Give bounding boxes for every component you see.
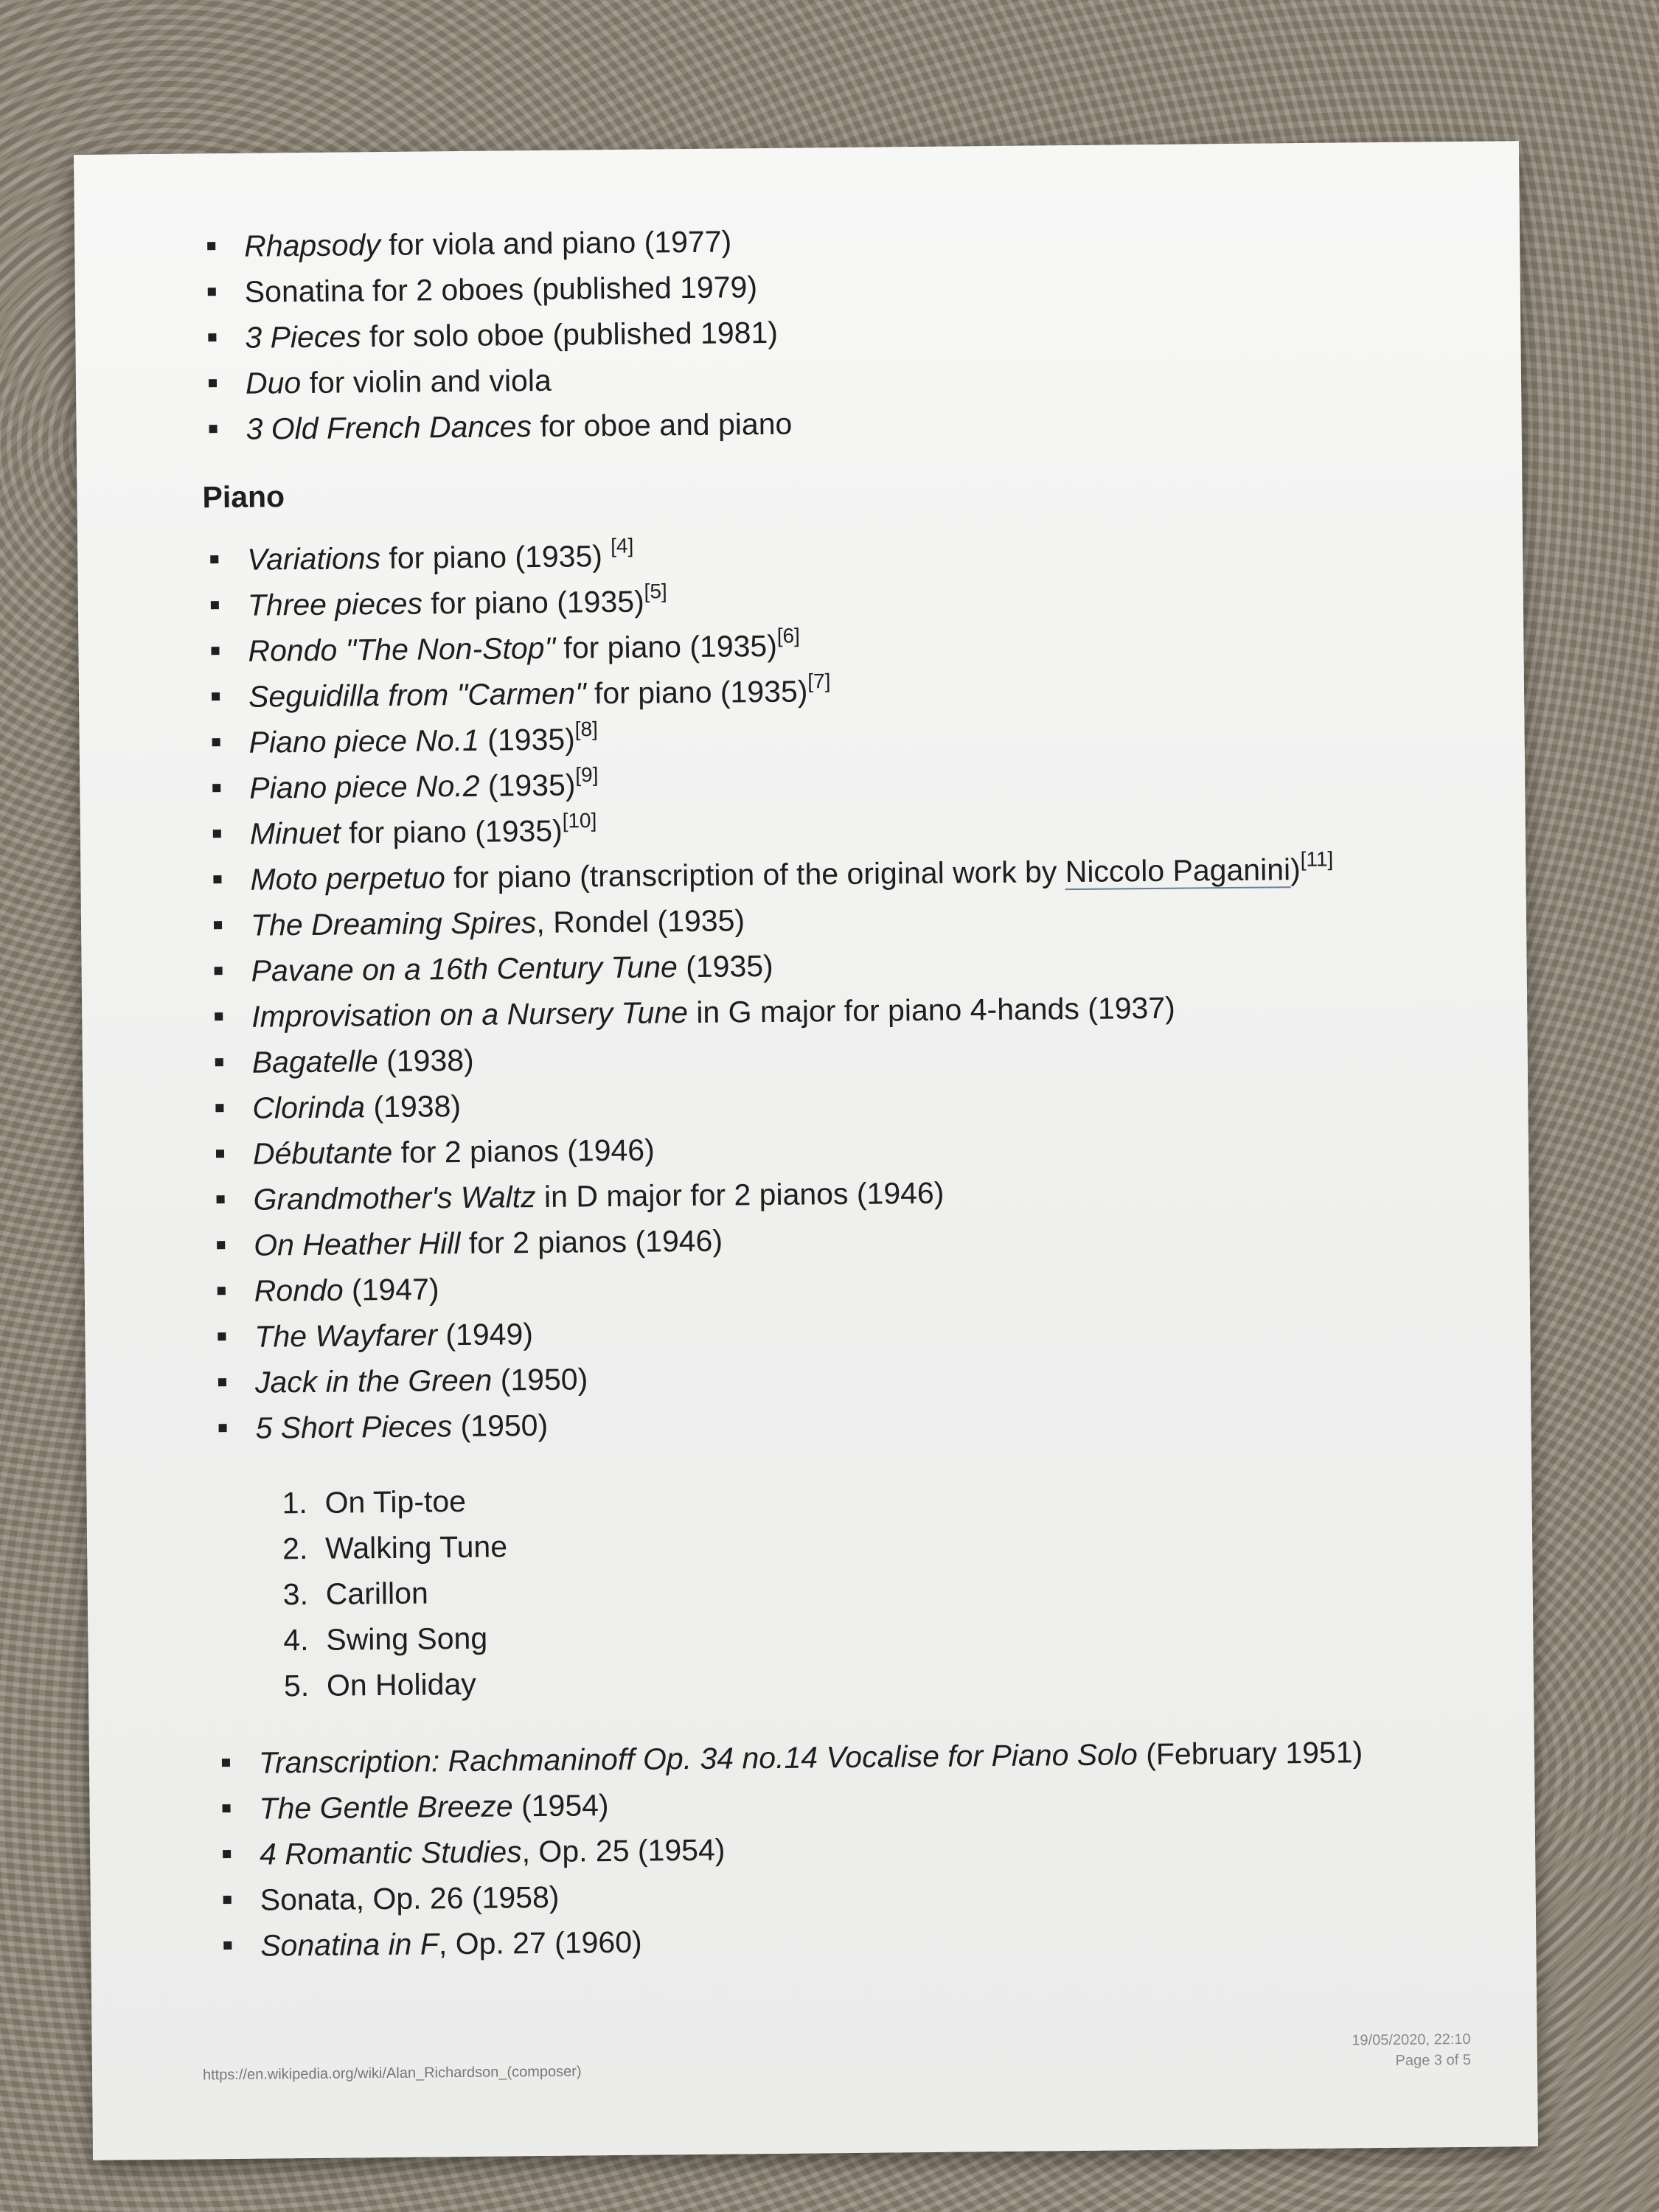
bullet-icon <box>211 601 219 609</box>
bullet-icon <box>211 647 219 655</box>
citation-link[interactable]: [9] <box>575 763 599 787</box>
bullet-icon <box>213 830 221 838</box>
paganini-link[interactable]: Niccolo Paganini <box>1065 852 1291 889</box>
bullet-icon <box>215 1012 223 1020</box>
bullet-icon <box>216 1150 224 1158</box>
bullet-icon <box>212 692 220 700</box>
bullet-icon <box>215 1104 223 1112</box>
bullet-icon <box>217 1241 225 1249</box>
bullet-icon <box>222 1759 230 1767</box>
list-item: Seguidilla from "Carmen" for piano (1935)[7] <box>204 662 1473 720</box>
footer-print-info <box>1352 2029 1471 2072</box>
list-item: Piano piece No.1 (1935)[8] <box>204 708 1473 766</box>
list-item: Pavane on a 16th Century Tune (1935) <box>206 936 1475 995</box>
citation-link[interactable]: [10] <box>562 809 597 832</box>
list-item: Rondo "The Non-Stop" for piano (1935)[6] <box>204 616 1472 675</box>
list-item: Rondo (1947) <box>210 1256 1479 1315</box>
bullet-icon <box>208 333 216 341</box>
bullet-icon <box>218 1287 226 1295</box>
later-works-list <box>215 1728 1485 1969</box>
citation-link[interactable]: [6] <box>776 624 801 647</box>
bullet-icon <box>217 1195 225 1203</box>
list-item: Improvisation on a Nursery Tune in G major for piano 4-hands (1937) <box>207 982 1476 1040</box>
list-item: The Wayfarer (1949) <box>210 1302 1479 1360</box>
bullet-icon <box>214 921 222 929</box>
bullet-icon <box>215 1058 223 1066</box>
chamber-works-list <box>200 212 1470 452</box>
list-item: Transcription: Rachmaninoff Op. 34 no.14 Vocalise for Piano Solo (February 1951) <box>215 1728 1484 1787</box>
citation-link[interactable]: [11] <box>1300 847 1334 871</box>
bullet-icon <box>222 1804 230 1812</box>
page-content <box>200 212 1485 1969</box>
bullet-icon <box>210 555 218 563</box>
citation-link[interactable]: [4] <box>611 534 634 557</box>
footer-page-number: Page 3 of 5 <box>1395 2051 1471 2069</box>
bullet-icon <box>209 425 218 433</box>
list-item: The Dreaming Spires, Rondel (1935) <box>206 891 1475 949</box>
numbered-item: 3. Carillon <box>282 1576 428 1612</box>
list-item: Sonatina in F, Op. 27 (1960) <box>216 1911 1485 1969</box>
bullet-icon <box>208 288 216 296</box>
list-item: Débutante for 2 pianos (1946) <box>209 1119 1478 1178</box>
citation-link[interactable]: [7] <box>807 669 831 693</box>
printed-page <box>74 141 1538 2160</box>
numbered-item: 2. Walking Tune <box>282 1529 508 1566</box>
list-item: Clorinda (1938) <box>208 1074 1477 1132</box>
list-item: On Heather Hill for 2 pianos (1946) <box>209 1211 1478 1269</box>
bullet-icon <box>223 1896 232 1904</box>
list-item: The Gentle Breeze (1954) <box>215 1774 1484 1832</box>
bullet-icon <box>215 967 223 975</box>
bullet-icon <box>213 875 221 883</box>
list-item: Duo for violin and viola <box>201 349 1470 407</box>
section-heading-piano: Piano <box>202 479 285 515</box>
list-item: 3 Pieces for solo oboe (published 1981) <box>201 303 1470 361</box>
numbered-item: 5. On Holiday <box>283 1666 476 1703</box>
list-item: 5 Short Pieces (1950) <box>211 1394 1480 1452</box>
list-item: 3 Old French Dances for oboe and piano <box>201 394 1470 453</box>
citation-link[interactable]: [8] <box>574 717 598 741</box>
list-item: Sonata, Op. 26 (1958) <box>215 1865 1484 1924</box>
bullet-icon <box>223 1941 232 1950</box>
list-item: Moto perpetuo for piano (transcription of the original work by Niccolo Paganini)[11] <box>206 845 1475 903</box>
list-item: Piano piece No.2 (1935)[9] <box>205 754 1474 812</box>
bullet-icon <box>212 738 220 746</box>
bullet-icon <box>212 784 220 792</box>
bullet-icon <box>223 1850 231 1858</box>
footer-url: https://en.wikipedia.org/wiki/Alan_Richardson_(composer) <box>202 2063 582 2084</box>
list-item: Rhapsody for viola and piano (1977) <box>200 212 1469 270</box>
short-pieces-list <box>282 1469 1482 1709</box>
numbered-item: 1. On Tip-toe <box>282 1484 467 1520</box>
list-item: Three pieces for piano (1935)[5] <box>204 571 1472 629</box>
list-item: Variations for piano (1935) [4] <box>203 525 1472 583</box>
list-item: Sonatina for 2 oboes (published 1979) <box>200 257 1469 316</box>
list-item: Bagatelle (1938) <box>208 1028 1477 1086</box>
bullet-icon <box>218 1332 226 1340</box>
piano-works-list <box>203 525 1480 1451</box>
list-item: Jack in the Green (1950) <box>211 1348 1480 1406</box>
citation-link[interactable]: [5] <box>644 580 667 603</box>
bullet-icon <box>219 1424 227 1432</box>
numbered-item: 4. Swing Song <box>283 1621 488 1658</box>
list-item: Grandmother's Waltz in D major for 2 pianos (1946) <box>209 1165 1478 1223</box>
bullet-icon <box>209 379 217 387</box>
list-item: Minuet for piano (1935)[10] <box>206 799 1475 858</box>
footer-datetime: 19/05/2020, 22:10 <box>1352 2031 1471 2049</box>
list-item: 4 Romantic Studies, Op. 25 (1954) <box>215 1820 1484 1878</box>
bullet-icon <box>218 1378 226 1386</box>
bullet-icon <box>207 242 215 250</box>
